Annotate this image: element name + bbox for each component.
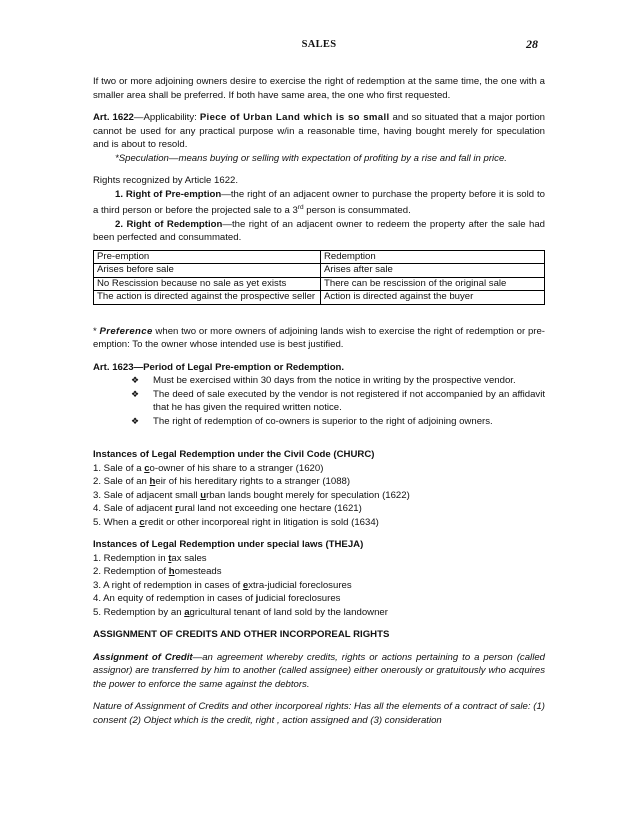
table-row bbox=[94, 277, 545, 291]
table-row bbox=[94, 291, 545, 305]
art-1623-title bbox=[93, 361, 545, 375]
diamond-bullet-icon: ❖ bbox=[131, 415, 140, 426]
mnemonic-letter: c bbox=[144, 462, 150, 474]
list-item bbox=[93, 552, 545, 566]
table-header-cell: Redemption bbox=[321, 250, 545, 264]
list-item bbox=[93, 579, 545, 593]
item-text: redit or other incorporeal right in litigation is sold (1634) bbox=[144, 516, 379, 528]
list-item bbox=[131, 388, 545, 415]
mnemonic-letter: j bbox=[255, 593, 259, 605]
special-laws-title bbox=[93, 538, 545, 552]
assignment-nature-text: Nature of Assignment of Credits and other incorporeal rights: Has all the elements of a contract of sale: (1) consent (2) Object which is the credit, right , action assigned and (3) consideration bbox=[93, 701, 545, 726]
table-header-cell: Pre-emption bbox=[94, 250, 321, 264]
item-text: 5. Redemption by an bbox=[93, 606, 185, 618]
item-text: 2. Redemption of bbox=[93, 566, 169, 578]
table-cell: Arises before sale bbox=[94, 264, 321, 278]
mnemonic-letter: a bbox=[184, 606, 190, 618]
list-item bbox=[93, 606, 545, 620]
preference-asterisk: * bbox=[93, 325, 100, 337]
list-item bbox=[93, 516, 545, 530]
item-text: ural land not exceeding one hectare (1621) bbox=[178, 503, 362, 515]
rights-intro: Rights recognized by Article 1622. bbox=[93, 175, 239, 186]
table-cell: Action is directed against the buyer bbox=[321, 291, 545, 305]
page-number: 28 bbox=[526, 37, 538, 51]
item-text: 4. An equity of redemption in cases of bbox=[93, 593, 256, 605]
mnemonic-letter: r bbox=[175, 503, 179, 515]
preference-paragraph bbox=[93, 325, 545, 352]
art-1623-title-text: Art. 1623—Period of Legal Pre-emption or Redemption. bbox=[93, 361, 345, 373]
assignment-heading bbox=[93, 628, 545, 642]
mnemonic-letter: t bbox=[168, 552, 172, 564]
list-item bbox=[93, 475, 545, 489]
item-text: 3. Sale of adjacent small bbox=[93, 489, 201, 501]
list-item bbox=[93, 502, 545, 516]
assignment-def-text: —an agreement whereby credits, rights or actions pertaining to a person (called assignor) are transferred by him to another (called assignee) either onerously or gratuitously who acquires the power to enforce the same against the debtors. bbox=[93, 651, 545, 690]
diamond-bullet-icon: ❖ bbox=[131, 388, 140, 399]
table-cell: The action is directed against the prospective seller bbox=[94, 291, 321, 305]
intro-paragraph: If two or more adjoining owners desire to exercise the right of redemption at the same time, the one with a smaller area shall be preferred. If both have same area, the one who first requested. bbox=[93, 76, 545, 101]
item-text: xtra-judicial foreclosures bbox=[248, 579, 352, 591]
list-item bbox=[93, 565, 545, 579]
table-header-row bbox=[94, 250, 545, 264]
art-1622-rest: and so situated that a major portion cannot be used for any practical purpose w/in a reasonable time, having bought merely for speculation and is about to resold. bbox=[93, 112, 545, 150]
assignment-heading-text: ASSIGNMENT OF CREDITS AND OTHER INCORPOREAL RIGHTS bbox=[93, 629, 390, 641]
list-item bbox=[131, 415, 545, 429]
list-item bbox=[131, 374, 545, 388]
art-1622-label: Art. 1622 bbox=[93, 112, 134, 123]
item-text: ax sales bbox=[171, 552, 207, 564]
assignment-def-label: Assignment of Credit bbox=[93, 651, 193, 663]
mnemonic-letter: h bbox=[149, 476, 156, 488]
civil-code-list bbox=[93, 462, 545, 530]
speculation-note: *Speculation—means buying or selling with expectation of profiting by a rise and fall in price. bbox=[115, 152, 507, 164]
item-text: 2. Sale of an bbox=[93, 476, 150, 488]
table-cell: There can be rescission of the original sale bbox=[321, 277, 545, 291]
civil-code-title bbox=[93, 448, 545, 462]
art-1622-bold-text: Piece of Urban Land which is so small bbox=[199, 112, 390, 123]
item-text: 1. Redemption in bbox=[93, 552, 169, 564]
page-body bbox=[93, 75, 545, 727]
right-of-preemption bbox=[93, 188, 545, 218]
item-text: 3. A right of redemption in cases of bbox=[93, 579, 243, 591]
comparison-table bbox=[93, 250, 545, 305]
right-of-redemption-label: 2. Right of Redemption bbox=[115, 218, 223, 230]
art-1622-paragraph bbox=[93, 111, 545, 152]
running-header-title: SALES bbox=[301, 39, 337, 50]
item-text: 1. Sale of a bbox=[93, 462, 145, 474]
list-item bbox=[93, 592, 545, 606]
diamond-bullet-icon: ❖ bbox=[131, 375, 140, 386]
mnemonic-letter: e bbox=[242, 579, 249, 591]
speculation-note-line bbox=[93, 152, 545, 166]
item-text: rban lands bought merely for speculation (1622) bbox=[206, 489, 410, 501]
right-of-preemption-text: —the right of an adjacent owner to purchase the property before it is sold to a third person or before the projected sale to a 3 bbox=[93, 188, 545, 217]
right-of-redemption-text: —the right of an adjacent owner to redeem the property after the sale had been perfected and consummated. bbox=[93, 218, 545, 244]
right-of-preemption-label: 1. Right of Pre-emption bbox=[115, 188, 222, 200]
list-item bbox=[93, 489, 545, 503]
mnemonic-letter: u bbox=[200, 489, 207, 501]
right-of-redemption bbox=[93, 218, 545, 245]
special-laws-title-text: Instances of Legal Redemption under special laws (THEJA) bbox=[93, 539, 364, 551]
list-item bbox=[93, 462, 545, 476]
mnemonic-letter: c bbox=[139, 516, 145, 528]
civil-code-title-text: Instances of Legal Redemption under the Civil Code (CHURC) bbox=[93, 449, 375, 461]
item-text: 5. When a bbox=[93, 516, 140, 528]
special-laws-list bbox=[93, 552, 545, 620]
item-text: o-owner of his share to a stranger (1620) bbox=[149, 462, 324, 474]
table-row bbox=[94, 264, 545, 278]
bullet-text: Must be exercised within 30 days from the notice in writing by the prospective vendor. bbox=[153, 375, 516, 387]
bullet-text: The right of redemption of co-owners is superior to the right of adjoining owners. bbox=[153, 415, 493, 427]
table-cell: Arises after sale bbox=[321, 264, 545, 278]
table-cell: No Rescission because no sale as yet exists bbox=[94, 277, 321, 291]
art-1623-bullet-list bbox=[93, 374, 545, 428]
item-text: 4. Sale of adjacent bbox=[93, 503, 176, 515]
item-text: eir of his hereditary rights to a stranger (1088) bbox=[155, 476, 351, 488]
item-text: gricultural tenant of land sold by the landowner bbox=[189, 606, 388, 618]
assignment-nature bbox=[93, 700, 545, 727]
preference-text: when two or more owners of adjoining lands wish to exercise the right of redemption or pre-emption: To the owner whose intended use is best justified. bbox=[93, 325, 546, 351]
item-text: udicial foreclosures bbox=[258, 593, 341, 605]
art-1622-dash-text: —Applicability: bbox=[133, 112, 200, 123]
assignment-definition bbox=[93, 651, 545, 692]
superscript-rd: rd bbox=[297, 204, 304, 211]
preference-label: Preference bbox=[99, 325, 153, 337]
right-of-preemption-text-end: person is consummated. bbox=[303, 205, 411, 217]
item-text: omesteads bbox=[174, 566, 222, 578]
bullet-text: The deed of sale executed by the vendor is not registered if not accompanied by an affidavit that he has given the required written notice. bbox=[153, 388, 545, 414]
mnemonic-letter: h bbox=[168, 566, 175, 578]
